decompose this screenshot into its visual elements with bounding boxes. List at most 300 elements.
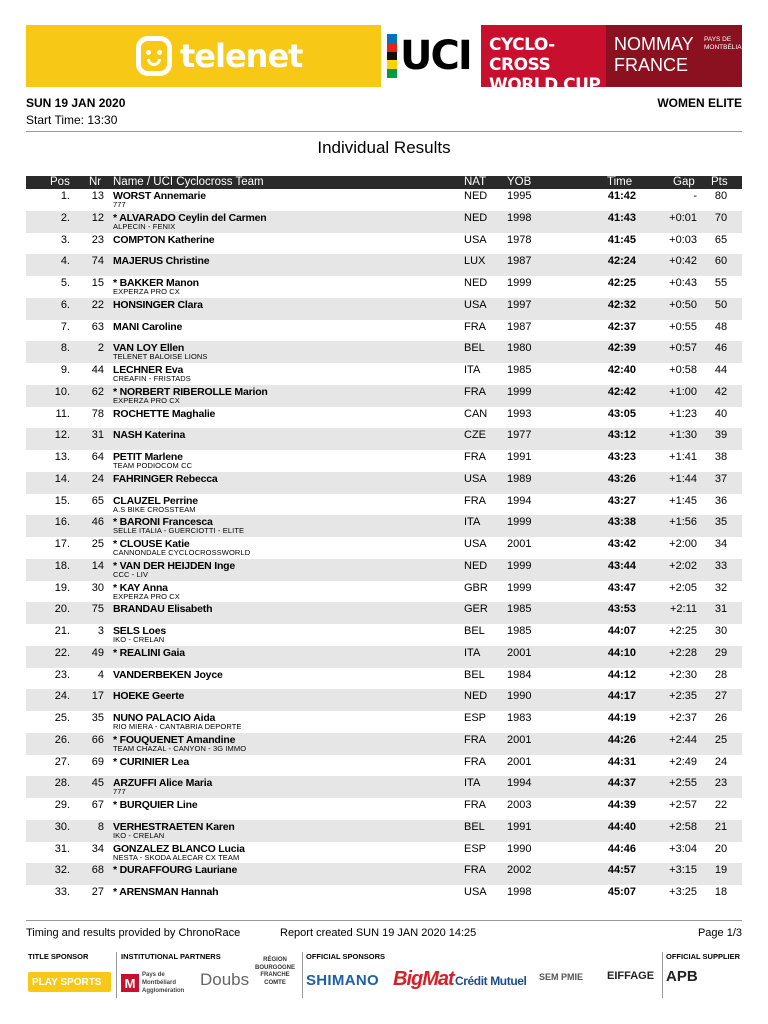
cell-name: GONZALEZ BLANCO Lucia [113,842,245,855]
cell-gap: +1:41 [669,451,697,463]
cell-pts: 42 [714,385,728,398]
cell-nr: 30 [91,581,104,594]
cell-nr: 35 [91,712,104,724]
table-row [26,646,742,668]
cell-pos: 30. [54,820,70,833]
cell-team: EXPERZA PRO CX [113,395,180,405]
cell-gap: +0:57 [669,342,697,355]
cell-pos: 9. [60,364,70,376]
cell-pts: 65 [714,233,728,246]
venue-block [606,25,751,87]
cell-pts: 31 [714,603,728,616]
cell-team: TEAM CHAZAL - CANYON - 3G IMMO [113,743,247,753]
cell-yob: 1999 [507,559,532,572]
cell-yob: 1983 [507,712,532,724]
cell-pts: 60 [714,255,728,268]
col-name: Name / UCI Cyclocross Team [113,176,264,188]
cell-yob: 1993 [507,407,532,420]
cell-time: 45:07 [607,886,636,898]
cell-gap: +2:30 [669,668,697,681]
cell-team: NESTA - SKODA ALECAR CX TEAM [113,852,240,862]
cell-name: * BARONI Francesca [113,516,213,529]
venue-region-line-2: MONTBÉLIARD [704,44,751,51]
cell-pos: 6. [60,298,70,311]
table-row [26,885,742,907]
montbeliard-logo: M Pays de Montbéliard Agglomération [121,972,194,994]
cell-nat: BEL [464,820,485,833]
cell-time: 44:39 [607,799,636,811]
cell-nr: 27 [91,886,104,898]
cell-nr: 66 [91,733,104,746]
table-row [26,820,742,842]
table-row [26,298,742,320]
cell-gap: +2:44 [669,733,697,746]
cell-time: 44:17 [607,690,636,703]
table-row [26,842,742,864]
cell-time: 42:42 [607,385,636,398]
cell-pts: 26 [714,712,728,724]
institutional-label: INSTITUTIONAL PARTNERS [121,952,221,961]
title-sponsor-label: TITLE SPONSOR [28,952,89,961]
event-line-2: WORLD CUP [489,75,601,95]
cell-nat: USA [464,298,487,311]
cell-gap: +0:50 [669,298,697,311]
cell-gap: +0:43 [669,277,697,289]
cell-name: LECHNER Eva [113,364,184,376]
cell-pts: 34 [714,538,728,550]
cell-time: 43:53 [607,603,636,616]
cell-nat: ITA [464,646,481,659]
table-row [26,341,742,363]
cell-nat: ITA [464,777,481,790]
cell-nat: GER [464,603,488,616]
cell-team: RIO MIERA - CANTABRIA DEPORTE [113,722,242,731]
cell-name: * NORBERT RIBEROLLE Marion [113,385,268,398]
cell-name: COMPTON Katherine [113,233,215,246]
cell-time: 43:05 [607,407,636,420]
cell-name: WORST Annemarie [113,190,206,202]
cell-nat: BEL [464,625,485,637]
official-supplier-label: OFFICIAL SUPPLIER [666,952,741,961]
cell-pos: 32. [54,864,70,877]
col-nat: NAT [464,176,487,188]
cell-time: 41:43 [607,211,636,224]
page-number: Page 1/3 [697,927,742,939]
cell-name: NASH Katerina [113,429,186,442]
cell-gap: +2:28 [669,646,697,659]
table-row [26,363,742,385]
cell-gap: +1:30 [669,429,697,442]
cell-time: 43:12 [607,429,636,442]
cell-yob: 1984 [507,668,532,681]
table-row [26,711,742,733]
cell-yob: 1977 [507,429,532,442]
cell-pos: 15. [54,494,70,507]
cell-yob: 1995 [507,190,532,202]
cell-yob: 2001 [507,755,532,768]
table-row [26,798,742,820]
cell-time: 43:38 [607,516,636,529]
cell-yob: 1978 [507,233,532,246]
cell-nat: CAN [464,407,488,420]
cell-yob: 2001 [507,538,532,550]
cell-pos: 17. [54,538,70,550]
cell-gap: +1:45 [669,494,697,507]
cell-pts: 29 [714,646,728,659]
cell-nat: LUX [464,255,486,268]
cell-pos: 28. [54,777,70,790]
cell-pos: 11. [55,407,70,420]
eiffage-logo: EIFFAGE [607,970,655,982]
cell-yob: 1994 [507,777,532,790]
cell-pts: 38 [714,451,728,463]
cell-time: 43:23 [607,451,636,463]
cell-nat: ITA [464,516,481,529]
cell-time: 44:26 [607,733,636,746]
table-row [26,276,742,298]
cell-nat: FRA [464,799,486,811]
cell-name: CLAUZEL Perrine [113,494,198,507]
uci-wordmark: UCI [400,33,471,79]
cell-pts: 46 [714,342,728,355]
cell-name: * FOUQUENET Amandine [113,733,236,746]
table-row [26,515,742,537]
cell-gap: +0:42 [669,255,697,268]
cell-name: MAJERUS Christine [113,255,210,268]
cell-nr: 12 [91,211,104,224]
cell-pts: 28 [714,668,728,681]
table-row [26,450,742,472]
table-row [26,407,742,429]
cell-yob: 1989 [507,472,532,485]
results-table-body [26,189,742,907]
cell-name: NUNO PALACIO Aida [113,712,216,724]
cell-nr: 22 [91,298,104,311]
cell-gap: +1:23 [669,407,697,420]
cell-pts: 19 [714,864,728,877]
cell-time: 43:42 [607,538,636,550]
cell-time: 44:57 [607,864,636,877]
cell-yob: 1987 [507,320,532,333]
cell-pos: 10. [54,385,70,398]
cell-pts: 80 [714,190,728,202]
cell-gap: +3:15 [669,864,697,877]
cell-name: ROCHETTE Maghalie [113,407,216,420]
cell-yob: 2002 [507,864,532,877]
table-row [26,733,742,755]
table-row [26,581,742,603]
cell-pts: 55 [714,277,728,289]
cell-pts: 40 [714,407,728,420]
cell-pts: 30 [714,625,728,637]
cell-nat: CZE [464,429,486,442]
cell-nr: 23 [91,233,104,246]
cell-team: CREAFIN - FRISTADS [113,374,191,383]
cell-yob: 1985 [507,364,532,376]
cell-gap: +2:00 [669,538,697,550]
cell-yob: 1994 [507,494,532,507]
cell-gap: +2:58 [669,820,697,833]
telenet-face-icon [136,36,172,76]
table-row [26,320,742,342]
venue-region-line-1: PAYS DE [704,36,732,43]
uci-rainbow-stripes-icon [387,34,397,78]
cell-nat: USA [464,233,487,246]
col-nr: Nr [89,176,102,188]
cell-nr: 74 [91,255,104,268]
cell-gap: +0:03 [669,233,697,246]
table-row [26,537,742,559]
cell-nr: 45 [91,777,104,790]
cell-name: HONSINGER Clara [113,298,203,311]
cell-time: 44:37 [607,777,636,790]
cell-gap: +1:44 [669,472,697,485]
cell-time: 41:45 [607,233,636,246]
cell-gap: +0:58 [669,364,697,376]
cell-nat: FRA [464,320,486,333]
cell-team: IKO - CRELAN [113,830,165,840]
uci-logo [381,25,481,87]
cell-name: FAHRINGER Rebecca [113,472,218,485]
cell-pts: 33 [714,559,728,572]
cell-name: * VAN DER HEIJDEN Inge [113,559,236,572]
col-time: Time [607,176,633,188]
cell-name: HOEKE Geerte [113,690,185,703]
cell-pts: 18 [714,886,728,898]
cell-nat: NED [464,559,488,572]
cell-pos: 13. [54,451,70,463]
cell-name: * CLOUSE Katie [113,538,190,550]
cell-team: ALPECIN - FENIX [113,221,176,231]
cell-name: BRANDAU Elisabeth [113,603,213,616]
venue-line-2: FRANCE [614,55,689,75]
cell-nat: ITA [464,364,481,376]
results-table-header [26,176,742,189]
table-row [26,254,742,276]
cell-gap: +3:04 [669,842,697,855]
cell-gap: +3:25 [669,886,697,898]
col-pos: Pos [50,176,70,188]
cell-name: * REALINI Gaia [113,646,185,659]
table-row [26,776,742,798]
cell-pos: 26. [54,733,70,746]
table-row [26,189,742,211]
cell-nr: 49 [91,646,104,659]
cell-nat: USA [464,886,487,898]
cell-pos: 21. [54,625,70,637]
cell-nat: FRA [464,385,486,398]
table-row [26,559,742,581]
col-yob: YOB [507,176,532,188]
cell-time: 42:40 [607,364,636,376]
cell-name: ARZUFFI Alice Maria [113,777,213,790]
cell-nr: 78 [91,407,104,420]
cell-pos: 18. [54,559,70,572]
cell-pos: 2. [60,211,70,224]
cell-pos: 23. [54,668,70,681]
sem-pmie-logo: SEM PMIE [539,972,584,982]
cell-time: 44:40 [607,820,636,833]
cell-team: CCC - LIV [113,569,149,579]
cell-time: 44:07 [607,625,636,637]
cell-pts: 27 [714,690,728,703]
cell-name: * BURQUIER Line [113,799,198,811]
cell-pos: 7. [60,320,70,333]
cell-pos: 8. [60,342,70,355]
cell-yob: 1985 [507,625,532,637]
cell-nr: 69 [91,755,104,768]
table-row [26,494,742,516]
cell-gap: +2:05 [669,581,697,594]
cell-team: IKO - CRELAN [113,635,165,644]
cell-nat: NED [464,690,488,703]
cell-time: 42:32 [607,298,636,311]
cell-nr: 15 [91,277,104,289]
cell-yob: 1991 [507,820,532,833]
event-line-1: CYCLO-CROSS [489,35,555,75]
cell-time: 43:26 [607,472,636,485]
cell-pts: 22 [714,799,728,811]
cell-nat: NED [464,277,488,289]
cell-time: 42:37 [607,320,636,333]
table-row [26,211,742,233]
cell-team: CANNONDALE CYCLOCROSSWORLD [113,548,251,557]
cell-nr: 4 [97,668,104,681]
cell-team: EXPERZA PRO CX [113,591,180,601]
cell-nr: 68 [91,864,104,877]
cell-team: TELENET BALOISE LIONS [113,352,208,362]
cell-name: * ALVARADO Ceylin del Carmen [113,211,267,224]
cell-name: * CURINIER Lea [113,755,189,768]
telenet-wordmark: telenet [180,37,303,75]
cell-name: * ARENSMAN Hannah [113,886,219,898]
cell-nat: ESP [464,842,487,855]
cell-yob: 1999 [507,385,532,398]
cell-time: 44:10 [607,646,636,659]
table-row [26,233,742,255]
cell-gap: +0:55 [669,320,697,333]
cell-gap: +1:56 [669,516,697,529]
event-name-block [481,25,606,95]
telenet-logo [26,25,381,87]
cell-nr: 63 [91,320,104,333]
cell-nr: 46 [91,516,104,529]
cell-name: PETIT Marlene [113,451,183,463]
cell-pos: 33. [54,886,70,898]
table-row [26,624,742,646]
cell-yob: 2001 [507,646,532,659]
cell-pos: 14. [54,472,70,485]
cell-name: * BAKKER Manon [113,277,199,289]
cell-nr: 25 [91,538,104,550]
cell-team: EXPERZA PRO CX [113,287,180,296]
cell-nr: 34 [91,842,104,855]
cell-yob: 1998 [507,211,532,224]
cell-nr: 75 [91,603,104,616]
cell-time: 43:47 [607,581,636,594]
cell-nat: USA [464,538,487,550]
race-category: WOMEN ELITE [657,96,742,110]
table-row [26,602,742,624]
col-gap: Gap [673,176,695,188]
credit-mutuel-logo: Crédit Mutuel [455,974,527,988]
cell-nat: NED [464,211,488,224]
cell-name: VAN LOY Ellen [113,342,185,355]
cell-nr: 8 [97,820,104,833]
doubs-logo: Doubs [200,970,250,989]
cell-nat: BEL [464,668,485,681]
cell-yob: 1998 [507,886,532,898]
cell-pts: 35 [714,516,728,529]
sponsor-divider [662,952,663,998]
table-row [26,668,742,690]
cell-pos: 25. [54,712,70,724]
cell-pts: 25 [714,733,728,746]
cell-time: 42:24 [607,255,636,268]
cell-pos: 27. [54,755,70,768]
table-row [26,863,742,885]
cell-gap: +1:00 [669,385,697,398]
cell-pos: 22. [54,646,70,659]
cell-nr: 62 [91,385,104,398]
cell-nr: 14 [91,559,104,572]
cell-yob: 1999 [507,516,532,529]
cell-nat: USA [464,472,487,485]
sponsor-divider [302,952,303,998]
cell-time: 44:19 [607,712,636,724]
cell-yob: 1980 [507,342,532,355]
cell-pts: 44 [714,364,728,376]
cell-pts: 32 [714,581,728,594]
page-title: Individual Results [317,138,451,157]
cell-time: 44:46 [607,842,636,855]
cell-nr: 67 [91,799,104,811]
cell-yob: 1990 [507,690,532,703]
cell-nat: FRA [464,451,486,463]
cell-time: 43:44 [607,559,636,572]
cell-pts: 48 [714,320,728,333]
table-row [26,689,742,711]
cell-nat: ESP [464,712,487,724]
cell-pts: 39 [714,429,728,442]
cell-yob: 1999 [507,277,532,289]
table-row [26,428,742,450]
cell-pos: 19. [54,581,70,594]
cell-yob: 1987 [507,255,532,268]
cell-pts: 36 [714,494,728,507]
venue-line-1: NOMMAY [614,34,694,54]
table-row [26,755,742,777]
cell-pos: 20. [54,603,70,616]
cell-name: * DURAFFOURG Lauriane [113,864,238,877]
footer-divider [26,920,742,921]
cell-pos: 16. [54,516,70,529]
cell-nat: GBR [464,581,488,594]
table-row [26,385,742,407]
cell-pos: 3. [60,233,70,246]
sponsor-divider [116,952,117,998]
montbeliard-m-icon: M [121,974,139,992]
timing-credit: Timing and results provided by ChronoRace [26,927,241,939]
cell-nat: FRA [464,733,486,746]
cell-pos: 5. [60,277,70,289]
cell-name: VANDERBEKEN Joyce [113,668,223,681]
cell-nr: 44 [91,364,104,376]
cell-team: TEAM PODIOCOM CC [113,461,193,470]
cell-nr: 65 [91,494,104,507]
cell-nat: FRA [464,864,486,877]
cell-yob: 2003 [507,799,532,811]
